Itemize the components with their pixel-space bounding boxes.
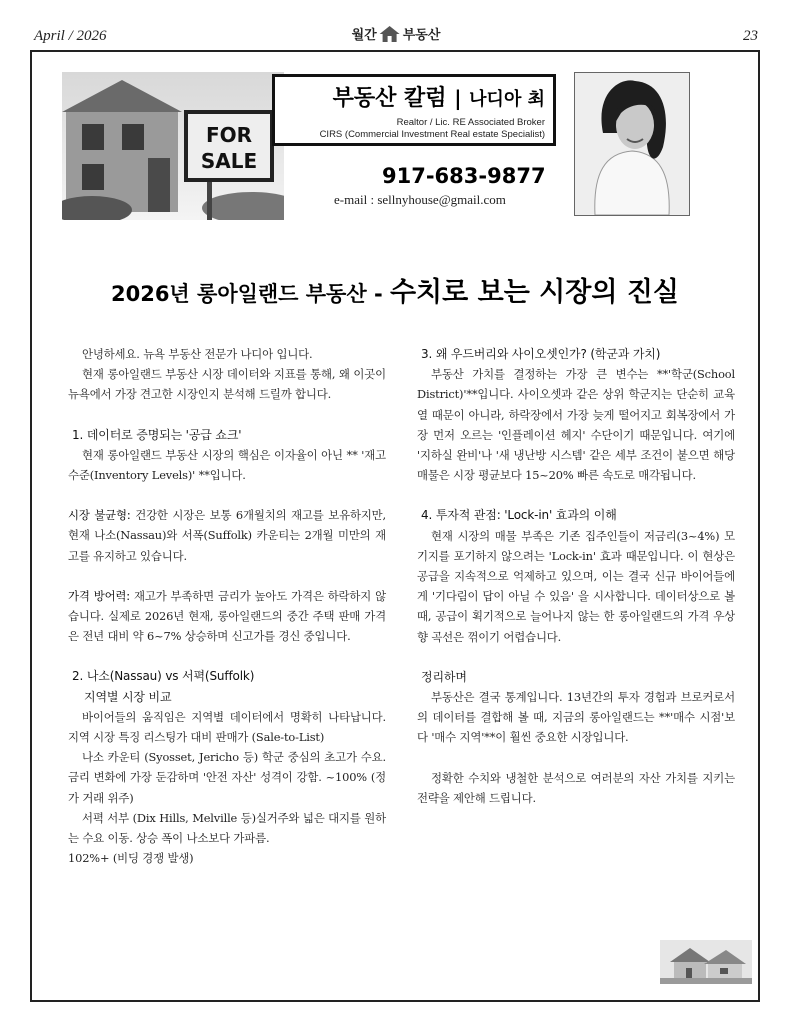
email-address: e-mail : sellnyhouse@gmail.com	[334, 192, 506, 207]
imbalance-lead: 시장 불균형:	[68, 508, 131, 523]
suffolk-ratio: 102%+ (비딩 경쟁 발생)	[68, 851, 194, 866]
columnist-namebox	[272, 74, 556, 146]
title-separator: |	[454, 86, 462, 110]
for-sale-sign	[184, 110, 274, 182]
section-1-body: 현재 롱아일랜드 부동산 시장의 핵심은 이자율이 아닌 ** '재고 수준(Inventory Levels)' **입니다.	[68, 447, 386, 483]
section-5-heading: 정리하며	[421, 669, 467, 684]
masthead-left: 월간	[351, 28, 377, 43]
section-5-body: 부동산은 결국 통계입니다. 13년간의 투자 경험과 브로커로서의 데이터를 결합해 볼 때, 지금의 롱아일랜드는 **'매수 시점'보다 '매수 지역'**이 훨씬 중요한 시장입니다.	[417, 690, 735, 745]
article-frame	[30, 50, 760, 1002]
nassau-paragraph: 나소 카운티 (Syosset, Jericho 등) 학군 중심의 초고가 수요. 금리 변화에 가장 둔감하며 '안전 자산' 성격이 강함. ~100% (정가 거래 위주)	[68, 750, 386, 805]
masthead-right: 부동산	[402, 28, 441, 43]
price-paragraph	[68, 586, 386, 647]
phone-number: 917-683-9877	[382, 164, 546, 188]
closing-paragraph: 정확한 수치와 냉철한 분석으로 여러분의 자산 가치를 지키는 전략을 제안해 드립니다.	[417, 770, 735, 805]
right-column	[417, 344, 735, 808]
article-headline	[32, 270, 758, 309]
column-name: 부동산 칼럼	[332, 86, 447, 111]
house-icon	[379, 25, 401, 43]
sign-text-for: FOR	[205, 123, 253, 147]
author-name: 나디아 최	[469, 89, 545, 110]
suffolk-paragraph: 서펵 서부 (Dix Hills, Melville 등)실거주와 넓은 대지를 원하는 수요 이동. 상승 폭이 나소보다 가파름.	[68, 810, 386, 846]
imbalance-paragraph	[68, 505, 386, 566]
issue-date: April / 2026	[34, 28, 107, 44]
author-portrait	[574, 72, 690, 216]
sign-text-sale: SALE	[200, 149, 258, 173]
intro-paragraph-1: 안녕하세요. 뉴욕 부동산 전문가 나디아 입니다.	[82, 347, 313, 361]
section-4-heading: 4. 투자적 관점: 'Lock-in' 효과의 이해	[421, 508, 617, 523]
section-1-heading: 1. 데이터로 증명되는 '공급 쇼크'	[72, 427, 242, 442]
left-column	[68, 344, 386, 868]
headline-part-b: 수치로 보는 시장의 진실	[389, 277, 679, 308]
imbalance-body: 건강한 시장은 보통 6개월치의 재고를 보유하지만, 현재 나소(Nassau)와 서폭(Suffolk) 카운티는 2개월 미만의 재고를 유지하고 있습니다.	[68, 508, 386, 563]
page-number: 23	[743, 28, 758, 44]
house-illustration	[660, 940, 752, 984]
section-4-body: 현재 시장의 매물 부족은 기존 집주인들이 저금리(3~4%) 모기지를 포기하지 않으려는 'Lock-in' 효과 때문입니다. 이 현상은 공급을 지속적으로 억제하고 있으며, 이는 결국 신규 바이어들에게 '기다림이 답이 아닐 수 있음' 을 시사합니다. 데이터상으로 볼 때, 공급이 획기적으로 늘어나지 않는 한 롱아일랜드의 가격 우상향 곡선은 꺾이기 어렵습니다.	[417, 528, 735, 644]
section-2-subheading: 지역별 시장 비교	[84, 689, 172, 704]
intro-paragraph-2: 현재 롱아일랜드 부동산 시장 데이터와 지표를 통해, 왜 이곳이 뉴욕에서 가장 견고한 시장인지 분석해 드릴까 합니다.	[68, 367, 386, 402]
price-lead: 가격 방어력:	[68, 588, 130, 603]
price-body: 재고가 부족하면 금리가 높아도 가격은 하락하지 않습니다. 실제로 2026년 현재, 롱아일랜드의 중간 주택 판매 가격은 전년 대비 약 6~7% 상승하며 신고가를 경신 중입니다.	[68, 588, 386, 644]
section-3-heading: 3. 왜 우드버리와 사이오셋인가? (학군과 가치)	[421, 347, 661, 361]
column-title	[333, 81, 545, 112]
author-credential: Realtor / Lic. RE Associated Broker	[396, 117, 545, 128]
magazine-masthead	[352, 24, 441, 43]
section-2-body: 바이어들의 움직임은 지역별 데이터에서 명확히 나타납니다. 지역 시장 특징 리스팅가 대비 판매가 (Sale-to-List)	[68, 709, 386, 745]
page-header	[34, 24, 758, 46]
section-2-heading: 2. 나소(Nassau) vs 서펵(Suffolk)	[72, 669, 255, 684]
author-credential-cirs: CIRS (Commercial Investment Real estate Specialist)	[319, 129, 545, 140]
headline-part-a: 2026년 롱아일랜드 부동산 -	[110, 282, 390, 306]
for-sale-house-photo	[62, 72, 284, 220]
section-3-body: 부동산 가치를 결정하는 가장 큰 변수는 **'학군(School District)'**입니다. 사이오셋과 같은 상위 학군지는 단순히 교육열 때문이 아니라, 하락장에서 가장 늦게 떨어지고 회복장에서 가장 먼저 오르는 '인플레이션 헤지' 수단이기 때문입니다. 여기에 '지하실 완비'나 '새 냉난방 시스템' 같은 세부 조건이 붙으면 해당 매물은 시장 평균보다 15~20% 빠른 속도로 매각됩니다.	[417, 367, 735, 483]
